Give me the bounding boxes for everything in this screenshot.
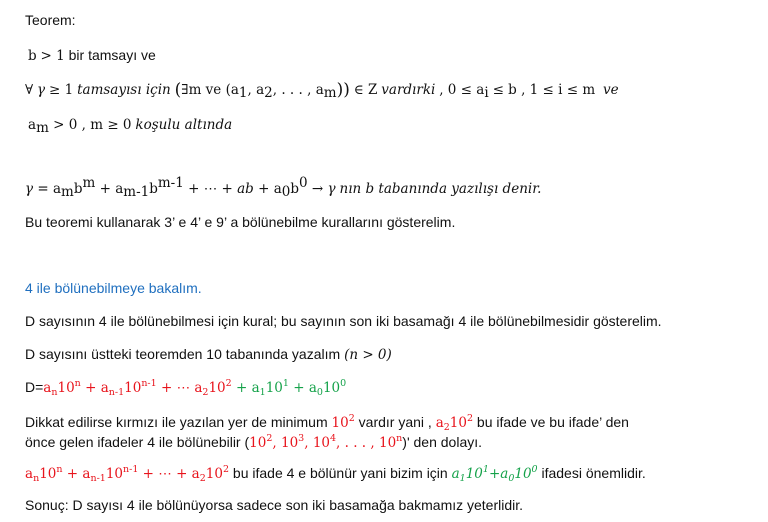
tamsayisi-text: tamsayısı için — [77, 82, 171, 98]
conclusion: Sonuç: D sayısı 4 ile bölünüyorsa sadece son iki basamağa bakmamız yeterlidir. — [25, 497, 524, 513]
ten-n1-sup: n-1 — [141, 378, 157, 389]
note2-text-1: önce gelen ifadeler 4 ile bölünebilir ( — [25, 434, 250, 450]
note2-text-2: )' den dolayı. — [402, 434, 483, 450]
t1-sup: m — [82, 175, 96, 191]
mid-dots: + ⋯ + — [183, 181, 238, 197]
power-item: 10 — [312, 435, 330, 451]
divisible-part — [25, 466, 229, 482]
a0-sub: 0 — [316, 387, 323, 398]
vardirki-text: vardırki — [381, 82, 436, 98]
ten-n: 10 — [39, 466, 57, 482]
plus-an1: + a — [62, 466, 91, 482]
t3-sup: 0 — [299, 175, 308, 191]
am-sub: m — [323, 85, 337, 101]
theorem-line-am — [28, 114, 232, 135]
t2-sub: m-1 — [123, 184, 150, 200]
important-part — [452, 466, 538, 482]
ten-0-sup: 0 — [340, 378, 347, 389]
ten-1-sup: 1 — [282, 378, 289, 389]
note-text-1: Dikkat edilirse kırmızı ile yazılan yer de minimum — [25, 414, 332, 430]
expansion-red — [43, 380, 231, 396]
section-title: 4 ile bölünebilmeye bakalım. — [25, 280, 202, 296]
var-b: b — [28, 48, 37, 64]
a2-ten: 10 — [449, 415, 467, 431]
forall-symbol: ∀ — [25, 82, 34, 98]
n-condition: (n > 0) — [344, 347, 392, 363]
dots-a2: + ⋯ + a — [138, 466, 200, 482]
eq-a: = a — [33, 181, 62, 197]
base10-text: D sayısını üstteki teoremden 10 tabanında yazalım — [25, 346, 345, 362]
a2-a: a — [435, 415, 444, 431]
power-sup: 3 — [298, 433, 305, 444]
theorem-heading: Teorem: — [25, 12, 76, 28]
ten-1: 10 — [265, 380, 283, 396]
ten-2-sup: 2 — [225, 378, 232, 389]
min-sup: 2 — [348, 413, 355, 424]
note-text-3: bu ifade ve bu ifade’ den — [473, 414, 629, 430]
ten-0: 10 — [322, 380, 341, 396]
ten-n1: 10 — [105, 466, 124, 482]
an1-sub: n-1 — [90, 473, 106, 484]
power-ellipsis: . . . , — [344, 435, 379, 451]
in-z: ∈ Z — [353, 82, 378, 98]
paragraph-important — [25, 463, 646, 484]
arrow: → — [307, 181, 328, 197]
a1-sub: 1 — [459, 473, 466, 484]
a1-a: a — [451, 466, 460, 482]
a1-sub: 1 — [259, 387, 266, 398]
kosulu-text: koşulu altında — [135, 117, 233, 133]
an-sub: n — [51, 387, 58, 398]
ten-n1: 10 — [124, 380, 142, 396]
line-b-text: bir tamsayı ve — [64, 47, 156, 63]
t2-sup: m-1 — [157, 175, 184, 191]
a2-ten-sup: 2 — [466, 413, 474, 424]
power-item: 10 — [280, 435, 299, 451]
plus-a1: + a — [231, 380, 260, 396]
cond-1: , 0 ≤ a — [439, 82, 485, 98]
ten-1: 10 — [465, 466, 483, 482]
gamma-lhs: γ — [25, 181, 34, 197]
min-power — [332, 415, 355, 431]
gt-one: > 1 — [40, 48, 65, 64]
paragraph-note-1 — [25, 412, 629, 433]
ten-0: 10 — [514, 466, 532, 482]
intro-text: Bu teoremi kullanarak 3’ e 4’ e 9’ a bölünebilme kurallarını gösterelim. — [25, 214, 456, 230]
paragraph-rule: D sayısının 4 ile bölünebilmesi için kural; bu sayının son iki basamağı 4 ile bölünebilmesidir gösterelim. — [25, 313, 662, 329]
am-term: a — [315, 82, 324, 98]
theorem-line-forall — [25, 79, 619, 100]
ten-n1-sup: n-1 — [123, 464, 139, 475]
ellipsis: , . . . , — [272, 82, 316, 98]
paragraph-base10 — [25, 344, 392, 365]
important-text-2: ifadesi önemlidir. — [537, 465, 646, 481]
note-text-2: vardır yani , — [354, 414, 436, 430]
a2-sub: 2 — [202, 387, 209, 398]
paragraph-note-2 — [25, 432, 482, 453]
an-a: a — [43, 380, 52, 396]
an-sub: n — [33, 473, 40, 484]
exists-text: ∃m ve ( — [181, 82, 231, 98]
power-item: 10 — [249, 435, 267, 451]
t3-sub: 0 — [281, 184, 291, 200]
t1-b: b — [73, 181, 83, 197]
t1-sub: m — [61, 184, 74, 200]
d-equals: D= — [25, 379, 44, 395]
a2-term: a — [256, 82, 265, 98]
ab-term: ab — [237, 181, 254, 197]
powers-list: $10^2$, $10^3$, $10^4$, . . . , 10$^n$ — [249, 433, 403, 451]
important-text-1: bu ifade 4 e bölünür yani bizim için — [229, 465, 452, 481]
ve-text: ve — [602, 82, 619, 98]
ten-2: 10 — [205, 466, 223, 482]
ten-0-sup: 0 — [531, 464, 538, 475]
geq-one: ≥ 1 — [49, 82, 74, 98]
a2-sub: 2 — [199, 473, 206, 484]
plus-a: + a — [95, 181, 124, 197]
ten-n-sup: n — [74, 378, 81, 389]
theorem-line-b — [28, 45, 156, 66]
power-item: 10 — [378, 435, 397, 451]
min-base: 10 — [331, 415, 349, 431]
an-a: a — [25, 466, 34, 482]
plus-a0: +a — [488, 466, 509, 482]
plus-a0: + a — [253, 181, 282, 197]
ten-n: 10 — [57, 380, 75, 396]
plus-a0: + a — [288, 380, 317, 396]
an1-sub: n-1 — [108, 387, 125, 398]
power-sup: 2 — [266, 433, 273, 444]
power-sup: n — [396, 433, 403, 444]
theorem-gamma-formula — [25, 175, 542, 200]
ten-n-sup: n — [56, 464, 63, 475]
am-condition: > 0 , m ≥ 0 — [48, 117, 132, 133]
gamma-tail: nın b tabanında yazılışı denir. — [339, 181, 542, 197]
expansion-green — [232, 380, 346, 396]
comma: , — [247, 82, 257, 98]
t2-b: b — [149, 181, 158, 197]
gamma-symbol: γ — [37, 82, 46, 98]
t3-b: b — [290, 181, 300, 197]
left-paren: ( — [174, 80, 182, 100]
a0-sub: 0 — [508, 473, 515, 484]
a2-a-sub: 2 — [443, 422, 450, 433]
am-symbol: a — [28, 117, 37, 133]
a2-sub: 2 — [264, 85, 273, 101]
a2-power — [436, 415, 473, 431]
power-sup: 4 — [330, 433, 337, 444]
a1-term: a — [230, 82, 239, 98]
cond-2: ≤ b , 1 ≤ i ≤ m — [492, 82, 596, 98]
expansion-formula — [25, 377, 346, 398]
a1-sub: 1 — [238, 85, 248, 101]
ten-2-sup: 2 — [222, 464, 230, 475]
ai-sub: i — [484, 85, 489, 101]
close-paren: )) — [336, 80, 350, 100]
dots-a2: + ⋯ a — [156, 380, 203, 396]
ten-1-sup: 1 — [482, 464, 489, 475]
gamma-rhs: γ — [327, 181, 336, 197]
ten-2: 10 — [208, 380, 226, 396]
am-symbol-sub: m — [36, 120, 49, 136]
plus-an1: + a — [80, 380, 109, 396]
